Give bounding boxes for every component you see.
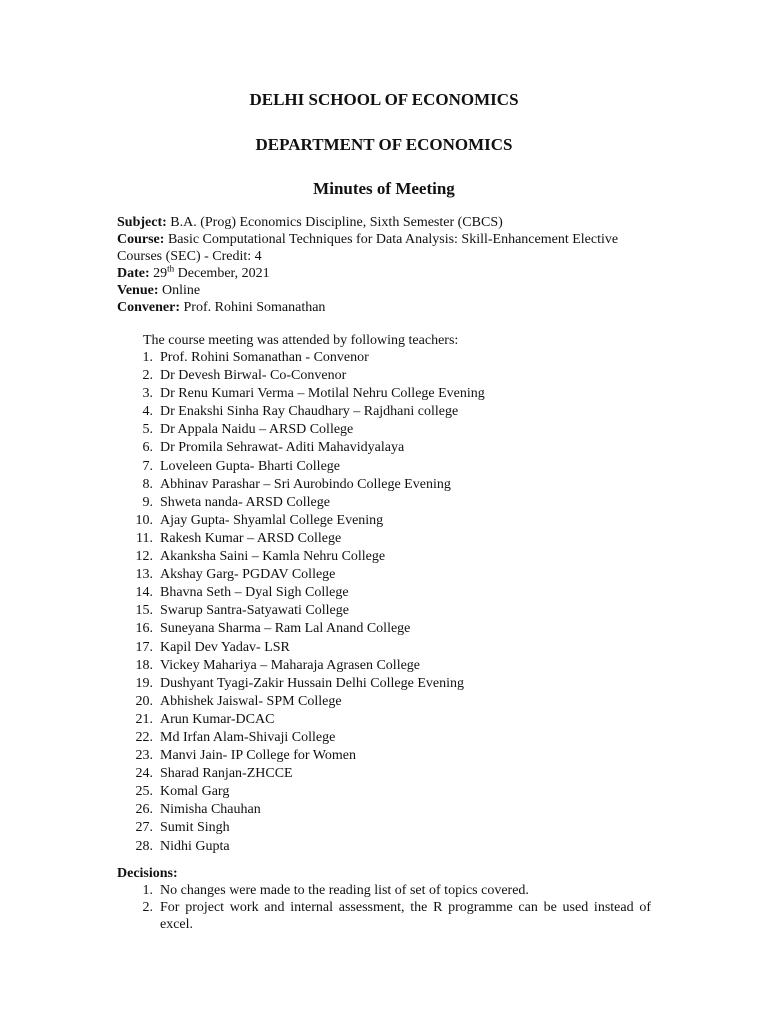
list-number: 11. [136,530,160,546]
decision-text: No changes were made to the reading list of set of topics covered. [160,883,529,898]
attendee-item [117,602,485,620]
attendee-item [117,494,485,512]
attendee-name: Vickey Mahariya – Maharaja Agrasen College [160,657,421,673]
list-number: 28. [135,838,160,854]
attendee-name: Abhinav Parashar – Sri Aurobindo College Evening [160,476,451,492]
attendee-item [117,403,485,421]
attendee-item [117,548,485,566]
convener-line [117,299,637,316]
list-number: 4. [142,404,160,420]
course-line [117,231,637,248]
date-day: 29 [149,266,168,281]
attendee-name: Suneyana Sharma – Ram Lal Anand College [160,621,411,637]
list-number: 21. [135,711,160,727]
list-number: 27. [135,820,160,836]
attendee-item [117,349,485,367]
department-title: DEPARTMENT OF ECONOMICS [255,135,513,154]
attendee-item [117,421,485,439]
attendee-name: Komal Garg [160,784,230,800]
subject-label: Subject: [117,215,167,230]
list-number: 10. [135,512,160,528]
list-number: 25. [135,784,160,800]
attendee-item [117,385,485,403]
attendee-item [117,458,485,476]
venue-value: Online [158,283,201,298]
attendee-item [117,584,485,602]
attendee-name: Ajay Gupta- Shyamlal College Evening [160,512,384,528]
attendee-name: Sharad Ranjan-ZHCCE [160,766,293,782]
attendee-name: Sumit Singh [160,820,230,836]
list-number: 18. [135,657,160,673]
attendee-name: Nidhi Gupta [160,838,230,854]
list-number: 19. [135,675,160,691]
course-value: Basic Computational Techniques for Data Analysis: Skill-Enhancement Elective [164,232,619,247]
list-number: 2. [142,368,160,384]
decision-item [117,882,651,899]
attendee-name: Akshay Garg- PGDAV College [160,567,336,583]
convener-label: Convener: [117,300,180,315]
list-number: 3. [142,386,160,402]
decisions-list [117,882,651,933]
list-number: 15. [135,603,160,619]
attendee-name: Arun Kumar-DCAC [160,711,275,727]
list-number: 12. [135,549,160,565]
attendee-item [117,620,485,638]
subject-value: B.A. (Prog) Economics Discipline, Sixth Semester (CBCS) [166,215,503,230]
venue-label: Venue: [117,283,159,298]
attendee-item [117,838,485,856]
list-number: 14. [135,585,160,601]
attendee-name: Loveleen Gupta- Bharti College [160,458,340,474]
attendee-item [117,729,485,747]
attendee-item [117,765,485,783]
document-title: Minutes of Meeting [313,179,455,198]
attendee-name: Abhishek Jaiswal- SPM College [160,693,342,709]
attendee-item [117,783,485,801]
list-number: 2. [142,900,160,915]
meeting-details [117,214,637,316]
attendee-name: Dr Enakshi Sinha Ray Chaudhary – Rajdhani college [160,404,459,420]
decision-item [117,899,651,933]
list-number: 1. [142,350,160,365]
attendee-item [117,476,485,494]
attendee-name: Dr Appala Naidu – ARSD College [160,422,354,438]
attendee-item [117,566,485,584]
attendee-name: Swarup Santra-Satyawati College [160,603,349,619]
attendee-name: Dr Devesh Birwal- Co-Convenor [160,368,347,384]
subject-line [117,214,637,231]
attendee-item [117,747,485,765]
attendee-name: Akanksha Saini – Kamla Nehru College [160,549,386,565]
attendee-item [117,439,485,457]
date-rest: December, 2021 [174,266,270,281]
course-line-continued: Courses (SEC) - Credit: 4 [117,249,262,264]
venue-line [117,282,637,299]
list-number: 17. [135,639,160,655]
attendee-list [117,349,485,856]
attendee-item [117,819,485,837]
attendee-name: Kapil Dev Yadav- LSR [160,639,290,655]
attendee-name: Md Irfan Alam-Shivaji College [160,729,336,745]
list-number: 7. [142,458,160,474]
list-number: 22. [135,729,160,745]
attendance-intro: The course meeting was attended by following teachers: [143,333,459,348]
attendee-item [117,530,485,548]
attendee-item [117,657,485,675]
institution-title: DELHI SCHOOL OF ECONOMICS [249,90,519,109]
attendee-name: Dr Renu Kumari Verma – Motilal Nehru College Evening [160,386,485,402]
attendee-name: Nimisha Chauhan [160,802,261,818]
attendee-item [117,639,485,657]
attendee-name: Prof. Rohini Somanathan - Convenor [160,350,369,365]
list-number: 16. [135,621,160,637]
list-number: 26. [135,802,160,818]
attendee-item [117,512,485,530]
attendee-name: Rakesh Kumar – ARSD College [160,530,342,546]
attendee-item [117,801,485,819]
list-number: 1. [142,883,160,898]
list-number: 23. [135,748,160,764]
attendee-item [117,675,485,693]
attendee-name: Manvi Jain- IP College for Women [160,748,357,764]
attendee-item [117,693,485,711]
convener-value: Prof. Rohini Somanathan [180,300,326,315]
attendee-name: Dushyant Tyagi-Zakir Hussain Delhi College Evening [160,675,464,691]
decision-text: For project work and internal assessment, the R programme can be used instead of excel. [160,900,651,932]
list-number: 13. [135,567,160,583]
list-number: 9. [142,494,160,510]
list-number: 5. [142,422,160,438]
list-number: 6. [142,440,160,456]
decisions-heading: Decisions: [117,866,178,881]
date-suffix: th [167,263,175,274]
date-label: Date: [117,266,150,281]
attendee-item [117,367,485,385]
course-label: Course: [117,232,165,247]
list-number: 8. [142,476,160,492]
list-number: 24. [135,766,160,782]
list-number: 20. [135,693,160,709]
attendee-name: Dr Promila Sehrawat- Aditi Mahavidyalaya [160,440,405,456]
attendee-name: Bhavna Seth – Dyal Sigh College [160,585,349,601]
date-line [117,265,637,282]
attendee-item [117,711,485,729]
attendee-name: Shweta nanda- ARSD College [160,494,330,510]
